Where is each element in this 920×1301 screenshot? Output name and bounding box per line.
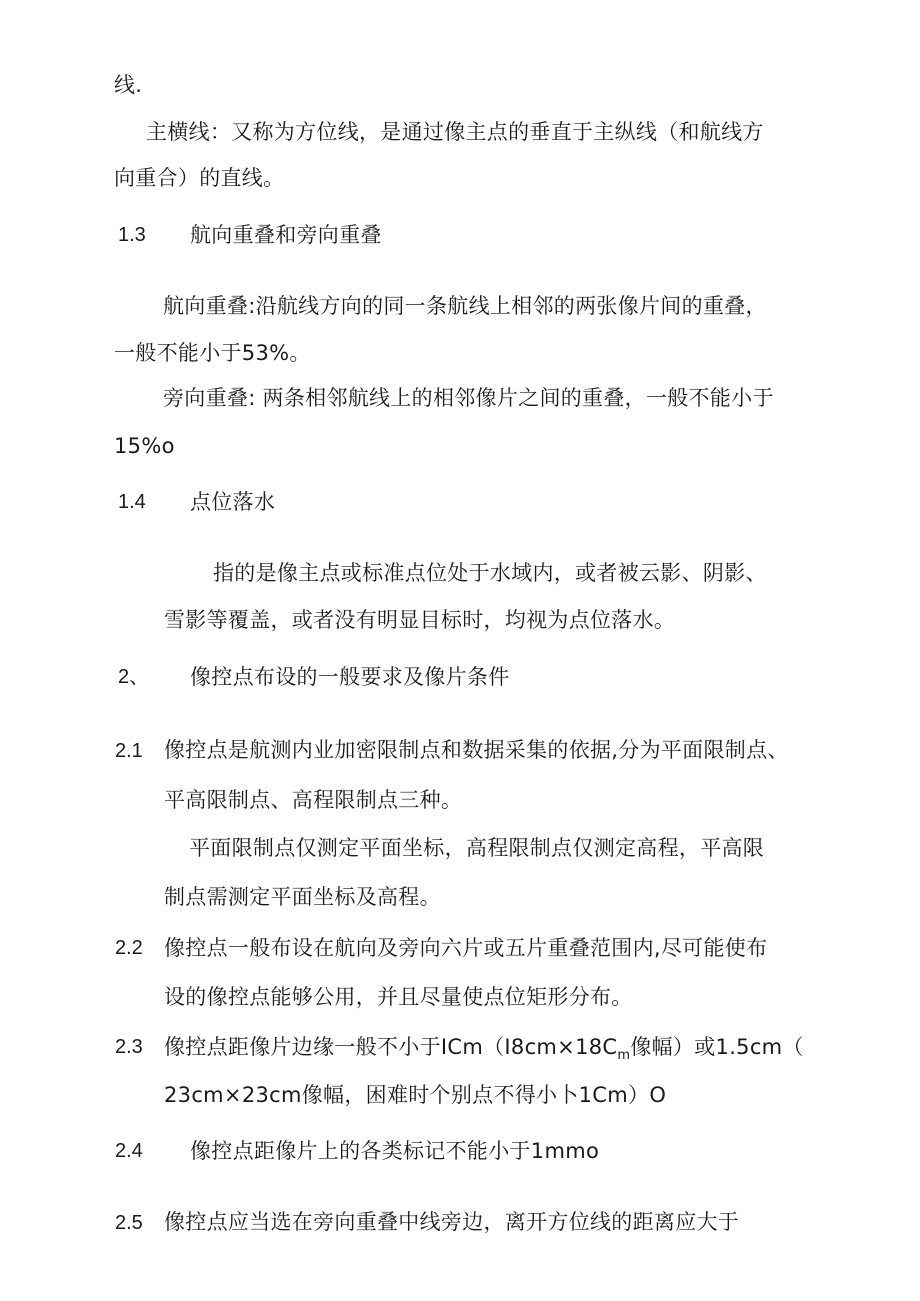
paragraph-line [164,1033,804,1070]
item-number: 2.4 [115,1140,143,1162]
paragraph-line: 航向重叠:沿航线方向的同一条航线上相邻的两张像片间的重叠， [163,294,767,318]
paragraph-line: 向重合）的直线。 [114,166,285,190]
section-number: 2、 [118,666,150,688]
section-heading: 点位落水 [190,490,276,514]
text-run: 像控点距像片边缘一般不小于ICm（I8cm×18C [164,1035,618,1059]
paragraph-line: 平高限制点、高程限制点三种。 [164,788,463,812]
section-heading: 航向重叠和旁向重叠 [190,223,382,247]
section-number: 1.4 [118,491,146,513]
paragraph-line: 平面限制点仅测定平面坐标，高程限制点仅测定高程，平高限 [189,836,765,860]
item-number: 2.5 [115,1212,143,1234]
paragraph-line: 主横线：又称为方位线，是通过像主点的垂直于主纵线（和航线方 [146,120,764,144]
paragraph-line: 一般不能小于53%。 [114,341,311,365]
paragraph-line: 线. [114,73,143,97]
section-heading: 像控点布设的一般要求及像片条件 [190,665,510,689]
item-number: 2.2 [115,937,143,959]
paragraph-line: 像控点是航测内业加密限制点和数据采集的依据,分为平面限制点、 [164,738,789,762]
paragraph-line: 像控点应当选在旁向重叠中线旁边，离开方位线的距离应大于 [164,1210,740,1234]
paragraph-line: 制点需测定平面坐标及高程。 [164,885,441,909]
paragraph-line: 设的像控点能够公用，并且尽量使点位矩形分布。 [164,985,633,1009]
text-run: 像幅）或1.5cm（ [630,1035,804,1059]
paragraph-line: 指的是像主点或标准点位处于水域内，或者被云影、阴影、 [213,561,767,585]
paragraph-line: 像控点距像片上的各类标记不能小于1mmo [190,1139,600,1163]
subscript-text: m [617,1048,631,1063]
paragraph-line: 15%o [114,434,175,458]
section-number: 1.3 [118,224,146,246]
item-number: 2.3 [115,1036,143,1058]
paragraph-line: 旁向重叠: 两条相邻航线上的相邻像片之间的重叠，一般不能小于 [163,386,774,410]
paragraph-line: 23cm×23cm像幅，困难时个别点不得小卜1Cm）O [164,1083,667,1107]
paragraph-line: 雪影等覆盖，或者没有明显目标时，均视为点位落水。 [164,608,676,632]
paragraph-line: 像控点一般布设在航向及旁向六片或五片重叠范围内,尽可能使布 [164,936,768,960]
item-number: 2.1 [115,740,143,762]
